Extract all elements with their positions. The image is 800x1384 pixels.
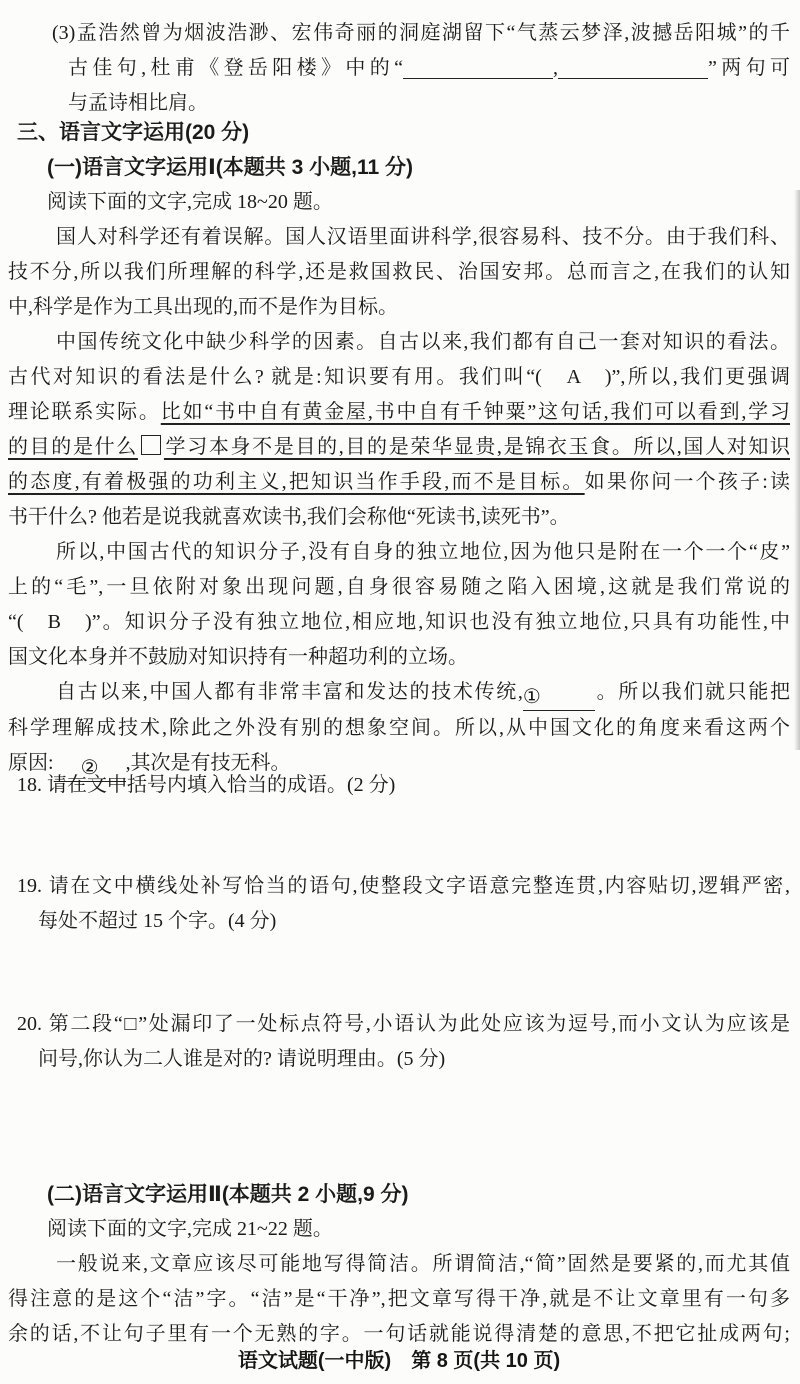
text-run: 三、语言文字运用(20 分): [17, 121, 250, 144]
text-run: 阅读下面的文字,完成 21~22 题。: [47, 1218, 333, 1240]
text-run: 理论联系实际。: [8, 401, 161, 423]
text-run: (3)孟浩然曾为烟波浩渺、宏伟奇丽的洞庭湖留下“气蒸云梦泽,波撼岳阳城”的千: [52, 22, 790, 44]
text-run: 技不分,所以我们所理解的科学,还是救国救民、治国安邦。总而言之,在我们的认知: [8, 261, 790, 283]
text-run: 国人对科学还有着误解。国人汉语里面讲科学,很容易科、技不分。由于我们科、: [56, 226, 790, 248]
item3-line1: [8, 16, 790, 51]
text-run: 19. 请在文中横线处补写恰当的语句,使整段文字语意完整连贯,内容贴切,逻辑严密,: [17, 875, 790, 897]
para5-line2: [8, 1282, 790, 1317]
circled-number-blank: ②: [54, 755, 126, 782]
para3-line3: [8, 605, 790, 640]
question-18: [8, 768, 790, 803]
text-run: 每处不超过 15 个字。(4 分): [38, 910, 277, 932]
para3-line4: [8, 640, 790, 675]
text-run: 20. 第二段“□”处漏印了一处标点符号,小语认为此处应该为逗号,而小文认为应该是: [17, 1013, 790, 1035]
question-19-line1: [8, 869, 790, 904]
page-footer: 语文试题(一中版) 第 8 页(共 10 页): [237, 1350, 561, 1372]
text-run: 上的“毛”,一旦依附对象出现问题,自身很容易随之陷入困境,这就是我们常说的: [8, 576, 790, 598]
text-run: 古代对知识的看法是什么? 就是:知识要有用。我们叫“( A )”,所以,我们更强调: [8, 366, 790, 388]
question-20-line2: [8, 1042, 790, 1077]
para2-line6: [8, 500, 790, 535]
text-run: “( B )”。知识分子没有独立地位,相应地,知识也没有独立地位,只具有功能性,中: [8, 611, 790, 633]
para1-line2: [8, 255, 790, 290]
scan-edge-shadow: [794, 190, 800, 750]
text-run: (二)语言文字运用Ⅱ(本题共 2 小题,9 分): [47, 1183, 409, 1206]
text-run: 原因:: [8, 752, 54, 774]
para4-line1: [8, 675, 790, 711]
part2-heading: [8, 1177, 790, 1212]
text-run: ”两句可: [708, 57, 790, 79]
text-run: 余的话,不让句子里有一个无熟的字。一句话就能说得清楚的意思,不把它扯成两句;: [8, 1323, 790, 1345]
para2-line2: [8, 360, 790, 395]
para3-line1: [8, 535, 790, 570]
part1-heading: [8, 150, 790, 185]
text-run: 中国传统文化中缺少科学的因素。自古以来,我们都有自己一套对知识的看法。: [56, 331, 790, 353]
text-run: 中,科学是作为工具出现的,而不是作为目标。: [8, 296, 398, 318]
para1-line3: [8, 290, 790, 325]
para2-line3: [8, 395, 790, 430]
para2-line5: [8, 465, 790, 500]
text-run: 得注意的是这个“洁”字。“洁”是“干净”,把文章写得干净,就是不让文章里有一句多: [8, 1288, 790, 1310]
answer-blank: [558, 52, 708, 79]
para5-line1: [8, 1247, 790, 1282]
underlined-text: 比如“书中自有黄金屋,书中自有千钟粟”这句话,我们可以看到,学习: [160, 401, 790, 423]
text-run: 。所以我们就只能把: [594, 681, 791, 703]
text-run: 所以,中国古代的知识分子,没有自身的独立地位,因为他只是附在一个一个“皮”: [56, 541, 790, 563]
missing-punctuation-box: [141, 435, 161, 455]
text-run: 18. 请在文中括号内填入恰当的成语。(2 分): [17, 774, 396, 796]
para2-line4: [8, 430, 790, 465]
text-run: 自古以来,中国人都有非常丰富和发达的技术传统,: [56, 681, 523, 703]
para2-line1: [8, 325, 790, 360]
text-run: 与孟诗相比肩。: [68, 92, 208, 114]
reading-instruction-1: [8, 185, 790, 220]
circled-number-blank: ①: [523, 684, 595, 711]
underlined-text: 的目的是什么: [8, 436, 138, 458]
underlined-text: 学习本身不是目的,目的是荣华显贵,是锦衣玉食。所以,国人对知识: [163, 436, 791, 458]
text-run: 阅读下面的文字,完成 18~20 题。: [47, 191, 333, 213]
reading-instruction-2: [8, 1212, 790, 1247]
section3-heading: [8, 115, 790, 150]
text-run: 国文化本身并不鼓励对知识持有一种超功利的立场。: [8, 646, 468, 668]
answer-blank: [403, 52, 553, 79]
para4-line2: [8, 711, 790, 746]
item3-line2: [8, 51, 790, 86]
exam-content: [8, 16, 790, 1352]
underlined-text: 的态度,有着极强的功利主义,把知识当作手段,而不是目标。: [8, 471, 585, 493]
text-run: 科学理解成技术,除此之外没有别的想象空间。所以,从中国文化的角度来看这两个: [8, 717, 790, 739]
question-20-line1: [8, 1007, 790, 1042]
para3-line2: [8, 570, 790, 605]
question-19-line2: [8, 904, 790, 939]
text-run: 问号,你认为二人谁是对的? 请说明理由。(5 分): [38, 1048, 446, 1070]
text-run: (一)语言文字运用Ⅰ(本题共 3 小题,11 分): [47, 156, 414, 179]
para1-line1: [8, 220, 790, 255]
text-run: ,其次是有技无科。: [125, 752, 291, 774]
text-run: 一般说来,文章应该尽可能地写得简洁。所谓简洁,“简”固然是要紧的,而尤其值: [56, 1253, 790, 1275]
text-run: 古佳句,杜甫《登岳阳楼》中的“: [68, 57, 403, 79]
text-run: 书干什么? 他若是说我就喜欢读书,我们会称他“死读书,读死书”。: [8, 506, 570, 528]
text-run: 如果你问一个孩子:读: [584, 471, 791, 493]
text-run: ,: [553, 57, 558, 79]
